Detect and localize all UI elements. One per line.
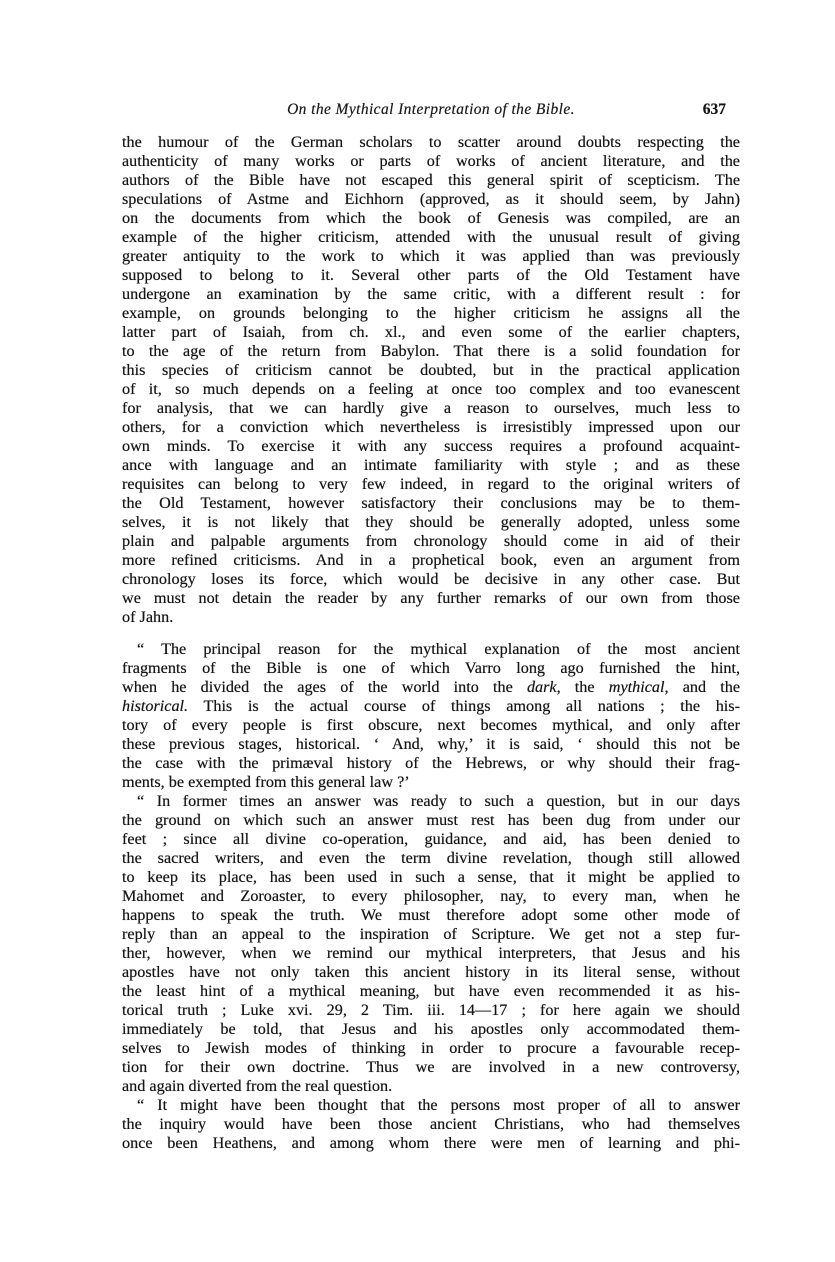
text-segment: happens to speak the truth. We must therefore adopt some other mode of <box>122 906 740 924</box>
text-segment: example, on grounds belonging to the higher criticism he assigns all the <box>122 304 740 322</box>
running-title: On the Mythical Interpretation of the Bible. <box>287 101 575 118</box>
text-segment: we must not detain the reader by any further remarks of our own from those <box>122 589 740 607</box>
text-segment: “ The principal reason for the mythical explanation of the most ancient <box>137 640 740 658</box>
text-line <box>122 1039 740 1058</box>
text-segment: This is the actual course of things among all nations ; the his- <box>188 697 740 715</box>
text-line <box>122 792 740 811</box>
body-text <box>122 133 740 1153</box>
text-line <box>122 380 740 399</box>
text-line <box>122 228 740 247</box>
text-line <box>122 925 740 944</box>
text-segment: the case with the primæval history of the Hebrews, or why should their frag- <box>122 754 740 772</box>
text-line <box>122 133 740 152</box>
text-segment: speculations of Astme and Eichhorn (approved, as it should seem, by Jahn) <box>122 190 740 208</box>
paragraph <box>122 1096 740 1153</box>
text-line <box>122 830 740 849</box>
text-line <box>122 589 740 608</box>
text-line <box>122 456 740 475</box>
text-segment: this species of criticism cannot be doubted, but in the practical application <box>122 361 740 379</box>
text-segment: the least hint of a mythical meaning, but have even recommended it as his- <box>122 982 740 1000</box>
text-line <box>122 887 740 906</box>
text-segment: the Old Testament, however satisfactory their conclusions may be to them- <box>122 494 740 512</box>
page-number: 637 <box>702 101 726 118</box>
text-line <box>122 266 740 285</box>
text-line <box>122 323 740 342</box>
text-line <box>122 171 740 190</box>
text-line <box>122 361 740 380</box>
text-segment: “ In former times an answer was ready to such a question, but in our days <box>137 792 740 810</box>
text-segment: supposed to belong to it. Several other parts of the Old Testament have <box>122 266 740 284</box>
text-segment: authenticity of many works or parts of works of ancient literature, and the <box>122 152 740 170</box>
text-segment: the sacred writers, and even the term divine revelation, though still allowed <box>122 849 740 867</box>
text-segment: others, for a conviction which nevertheless is irresistibly impressed upon our <box>122 418 740 436</box>
text-line <box>122 342 740 361</box>
text-segment: the inquiry would have been those ancient Christians, who had themselves <box>122 1115 740 1133</box>
text-segment: authors of the Bible have not escaped this general spirit of scepticism. The <box>122 171 740 189</box>
text-line <box>122 849 740 868</box>
paragraph <box>122 792 740 1096</box>
text-segment: own minds. To exercise it with any success requires a profound acquaint- <box>122 437 740 455</box>
text-line <box>122 209 740 228</box>
text-segment: the ground on which such an answer must rest has been dug from under our <box>122 811 740 829</box>
text-line <box>122 532 740 551</box>
text-line <box>122 659 740 678</box>
text-segment: “ It might have been thought that the persons most proper of all to answer <box>137 1096 740 1114</box>
text-line <box>122 678 740 697</box>
text-line <box>122 247 740 266</box>
text-line <box>122 754 740 773</box>
text-segment: torical truth ; Luke xvi. 29, 2 Tim. iii. 14—17 ; for here again we should <box>122 1001 740 1019</box>
text-segment: on the documents from which the book of Genesis was compiled, are an <box>122 209 740 227</box>
text-segment: more refined criticisms. And in a prophetical book, even an argument from <box>122 551 740 569</box>
text-line <box>122 1077 740 1096</box>
text-line <box>122 285 740 304</box>
text-line <box>122 190 740 209</box>
text-segment: requisites can belong to very few indeed, in regard to the original writers of <box>122 475 740 493</box>
italic-text-segment: mythical <box>608 678 665 696</box>
text-segment: chronology loses its force, which would be decisive in any other case. But <box>122 570 740 588</box>
text-segment: plain and palpable arguments from chronology should come in aid of their <box>122 532 740 550</box>
text-segment: ments, be exempted from this general law ?’ <box>122 773 410 791</box>
text-line <box>122 963 740 982</box>
paragraph <box>122 133 740 627</box>
paragraph <box>122 640 740 792</box>
text-line <box>122 697 740 716</box>
text-segment: when he divided the ages of the world into the <box>122 678 527 696</box>
text-segment: selves to Jewish modes of thinking in order to procure a favourable recep- <box>122 1039 740 1057</box>
text-line <box>122 1115 740 1134</box>
text-segment: greater antiquity to the work to which it was applied than was previously <box>122 247 740 265</box>
text-segment: the humour of the German scholars to scatter around doubts respecting the <box>122 133 740 151</box>
text-line <box>122 494 740 513</box>
text-segment: and again diverted from the real question. <box>122 1077 393 1095</box>
text-segment: latter part of Isaiah, from ch. xl., and even some of the earlier chapters, <box>122 323 740 341</box>
page-header <box>122 101 740 125</box>
text-segment: feet ; since all divine co-operation, guidance, and aid, has been denied to <box>122 830 740 848</box>
italic-text-segment: historical. <box>122 697 189 715</box>
text-line <box>122 475 740 494</box>
text-line <box>122 944 740 963</box>
text-segment: of Jahn. <box>122 608 174 626</box>
text-segment: reply than an appeal to the inspiration of Scripture. We get not a step fur- <box>122 925 740 943</box>
text-line <box>122 640 740 659</box>
text-segment: to the age of the return from Babylon. That there is a solid foundation for <box>122 342 740 360</box>
text-line <box>122 811 740 830</box>
text-line <box>122 868 740 887</box>
text-line <box>122 418 740 437</box>
text-line <box>122 608 740 627</box>
text-line <box>122 570 740 589</box>
text-line <box>122 304 740 323</box>
text-segment: ance with language and an intimate familiarity with style ; and as these <box>122 456 740 474</box>
text-line <box>122 152 740 171</box>
text-line <box>122 1020 740 1039</box>
text-segment: undergone an examination by the same critic, with a different result : for <box>122 285 740 303</box>
italic-text-segment: dark <box>526 678 557 696</box>
text-segment: for analysis, that we can hardly give a reason to ourselves, much less to <box>122 399 740 417</box>
text-line <box>122 906 740 925</box>
text-line <box>122 1096 740 1115</box>
text-segment: , and the <box>664 678 740 696</box>
text-segment: Mahomet and Zoroaster, to every philosopher, nay, to every man, when he <box>122 887 740 905</box>
text-segment: immediately be told, that Jesus and his apostles only accommodated them- <box>122 1020 740 1038</box>
text-segment: once been Heathens, and among whom there were men of learning and phi- <box>122 1134 740 1152</box>
text-segment: these previous stages, historical. ‘ And, why,’ it is said, ‘ should this not be <box>122 735 740 753</box>
text-line <box>122 735 740 754</box>
text-segment: , the <box>556 678 609 696</box>
text-line <box>122 1001 740 1020</box>
text-line <box>122 1134 740 1153</box>
text-line <box>122 773 740 792</box>
text-segment: of it, so much depends on a feeling at once too complex and too evanescent <box>122 380 740 398</box>
text-segment: apostles have not only taken this ancient history in its literal sense, without <box>122 963 740 981</box>
text-segment: tory of every people is first obscure, next becomes mythical, and only after <box>122 716 740 734</box>
text-line <box>122 982 740 1001</box>
text-line <box>122 437 740 456</box>
text-segment: tion for their own doctrine. Thus we are involved in a new controversy, <box>122 1058 740 1076</box>
text-segment: selves, it is not likely that they should be generally adopted, unless some <box>122 513 740 531</box>
text-line <box>122 1058 740 1077</box>
text-line <box>122 716 740 735</box>
text-segment: example of the higher criticism, attended with the unusual result of giving <box>122 228 740 246</box>
text-segment: to keep its place, has been used in such a sense, that it might be applied to <box>122 868 740 886</box>
text-line <box>122 513 740 532</box>
text-segment: fragments of the Bible is one of which Varro long ago furnished the hint, <box>122 659 740 677</box>
text-segment: ther, however, when we remind our mythical interpreters, that Jesus and his <box>122 944 740 962</box>
text-line <box>122 399 740 418</box>
text-line <box>122 551 740 570</box>
